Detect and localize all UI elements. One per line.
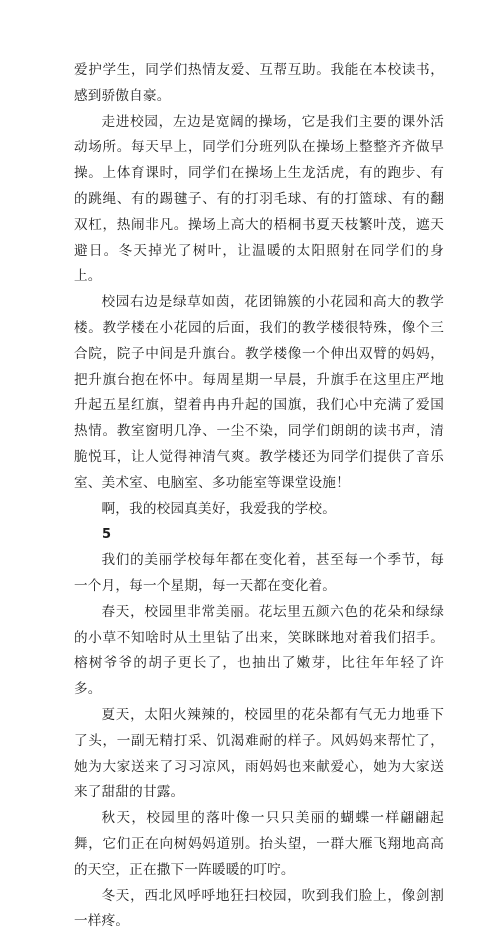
paragraph-summer: 夏天，太阳火辣辣的，校园里的花朵都有气无力地垂下了头，一副无精打采、饥渴难耐的样子。风妈妈来帮忙了，她为大家送来了习习凉风，雨妈妈也来献爱心，她为大家送来了甜甜的甘露。 <box>74 703 444 806</box>
paragraph-intro: 我们的美丽学校每年都在变化着，甚至每一个季节，每一个月，每一个星期，每一天都在变化着。 <box>74 548 444 600</box>
paragraph-teaching-building: 校园右边是绿草如茵，花团锦簇的小花园和高大的教学楼。教学楼在小花园的后面，我们的教学楼很特殊，像个三合院，院子中间是升旗台。教学楼像一个伸出双臂的妈妈，把升旗台抱在怀中。每周星期一早晨，升旗手在这里庄严地升起五星红旗，望着冉冉升起的国旗，我们心中充满了爱国热情。教室窗明几净、一尘不染，同学们朗朗的读书声，清脆悦耳，让人觉得神清气爽。教学楼还为同学们提供了音乐室、美术室、电脑室、多功能室等课堂设施！ <box>74 290 444 496</box>
paragraph-spring: 春天，校园里非常美丽。花坛里五颜六色的花朵和绿绿的小草不知啥时从土里钻了出来，笑眯眯地对着我们招手。榕树爷爷的胡子更长了，也抽出了嫩芽，比往年年轻了许多。 <box>74 600 444 703</box>
paragraph-continued: 爱护学生，同学们热情友爱、互帮互助。我能在本校读书，感到骄傲自豪。 <box>74 58 444 110</box>
paragraph-autumn: 秋天，校园里的落叶像一只只美丽的蝴蝶一样翩翩起舞，它们正在向树妈妈道别。抬头望，一群大雁飞翔地高高的天空，正在撒下一阵暖暖的叮咛。 <box>74 806 444 883</box>
section-number: 5 <box>74 522 444 548</box>
document-body <box>74 58 444 935</box>
paragraph-winter: 冬天，西北风呼呼地狂扫校园，吹到我们脸上，像剑割一样疼。 <box>74 884 444 935</box>
paragraph-playground: 走进校园，左边是宽阔的操场，它是我们主要的课外活动场所。每天早上，同学们分班列队在操场上整整齐齐做早操。上体育课时，同学们在操场上生龙活虎，有的跑步、有的跳绳、有的踢毽子、有的打羽毛球、有的打篮球、有的翻双杠，热闹非凡。操场上高大的梧桐书夏天枝繁叶茂，遮天避日。冬天掉光了树叶，让温暖的太阳照射在同学们的身上。 <box>74 110 444 291</box>
paragraph-closing: 啊，我的校园真美好，我爱我的学校。 <box>74 497 444 523</box>
